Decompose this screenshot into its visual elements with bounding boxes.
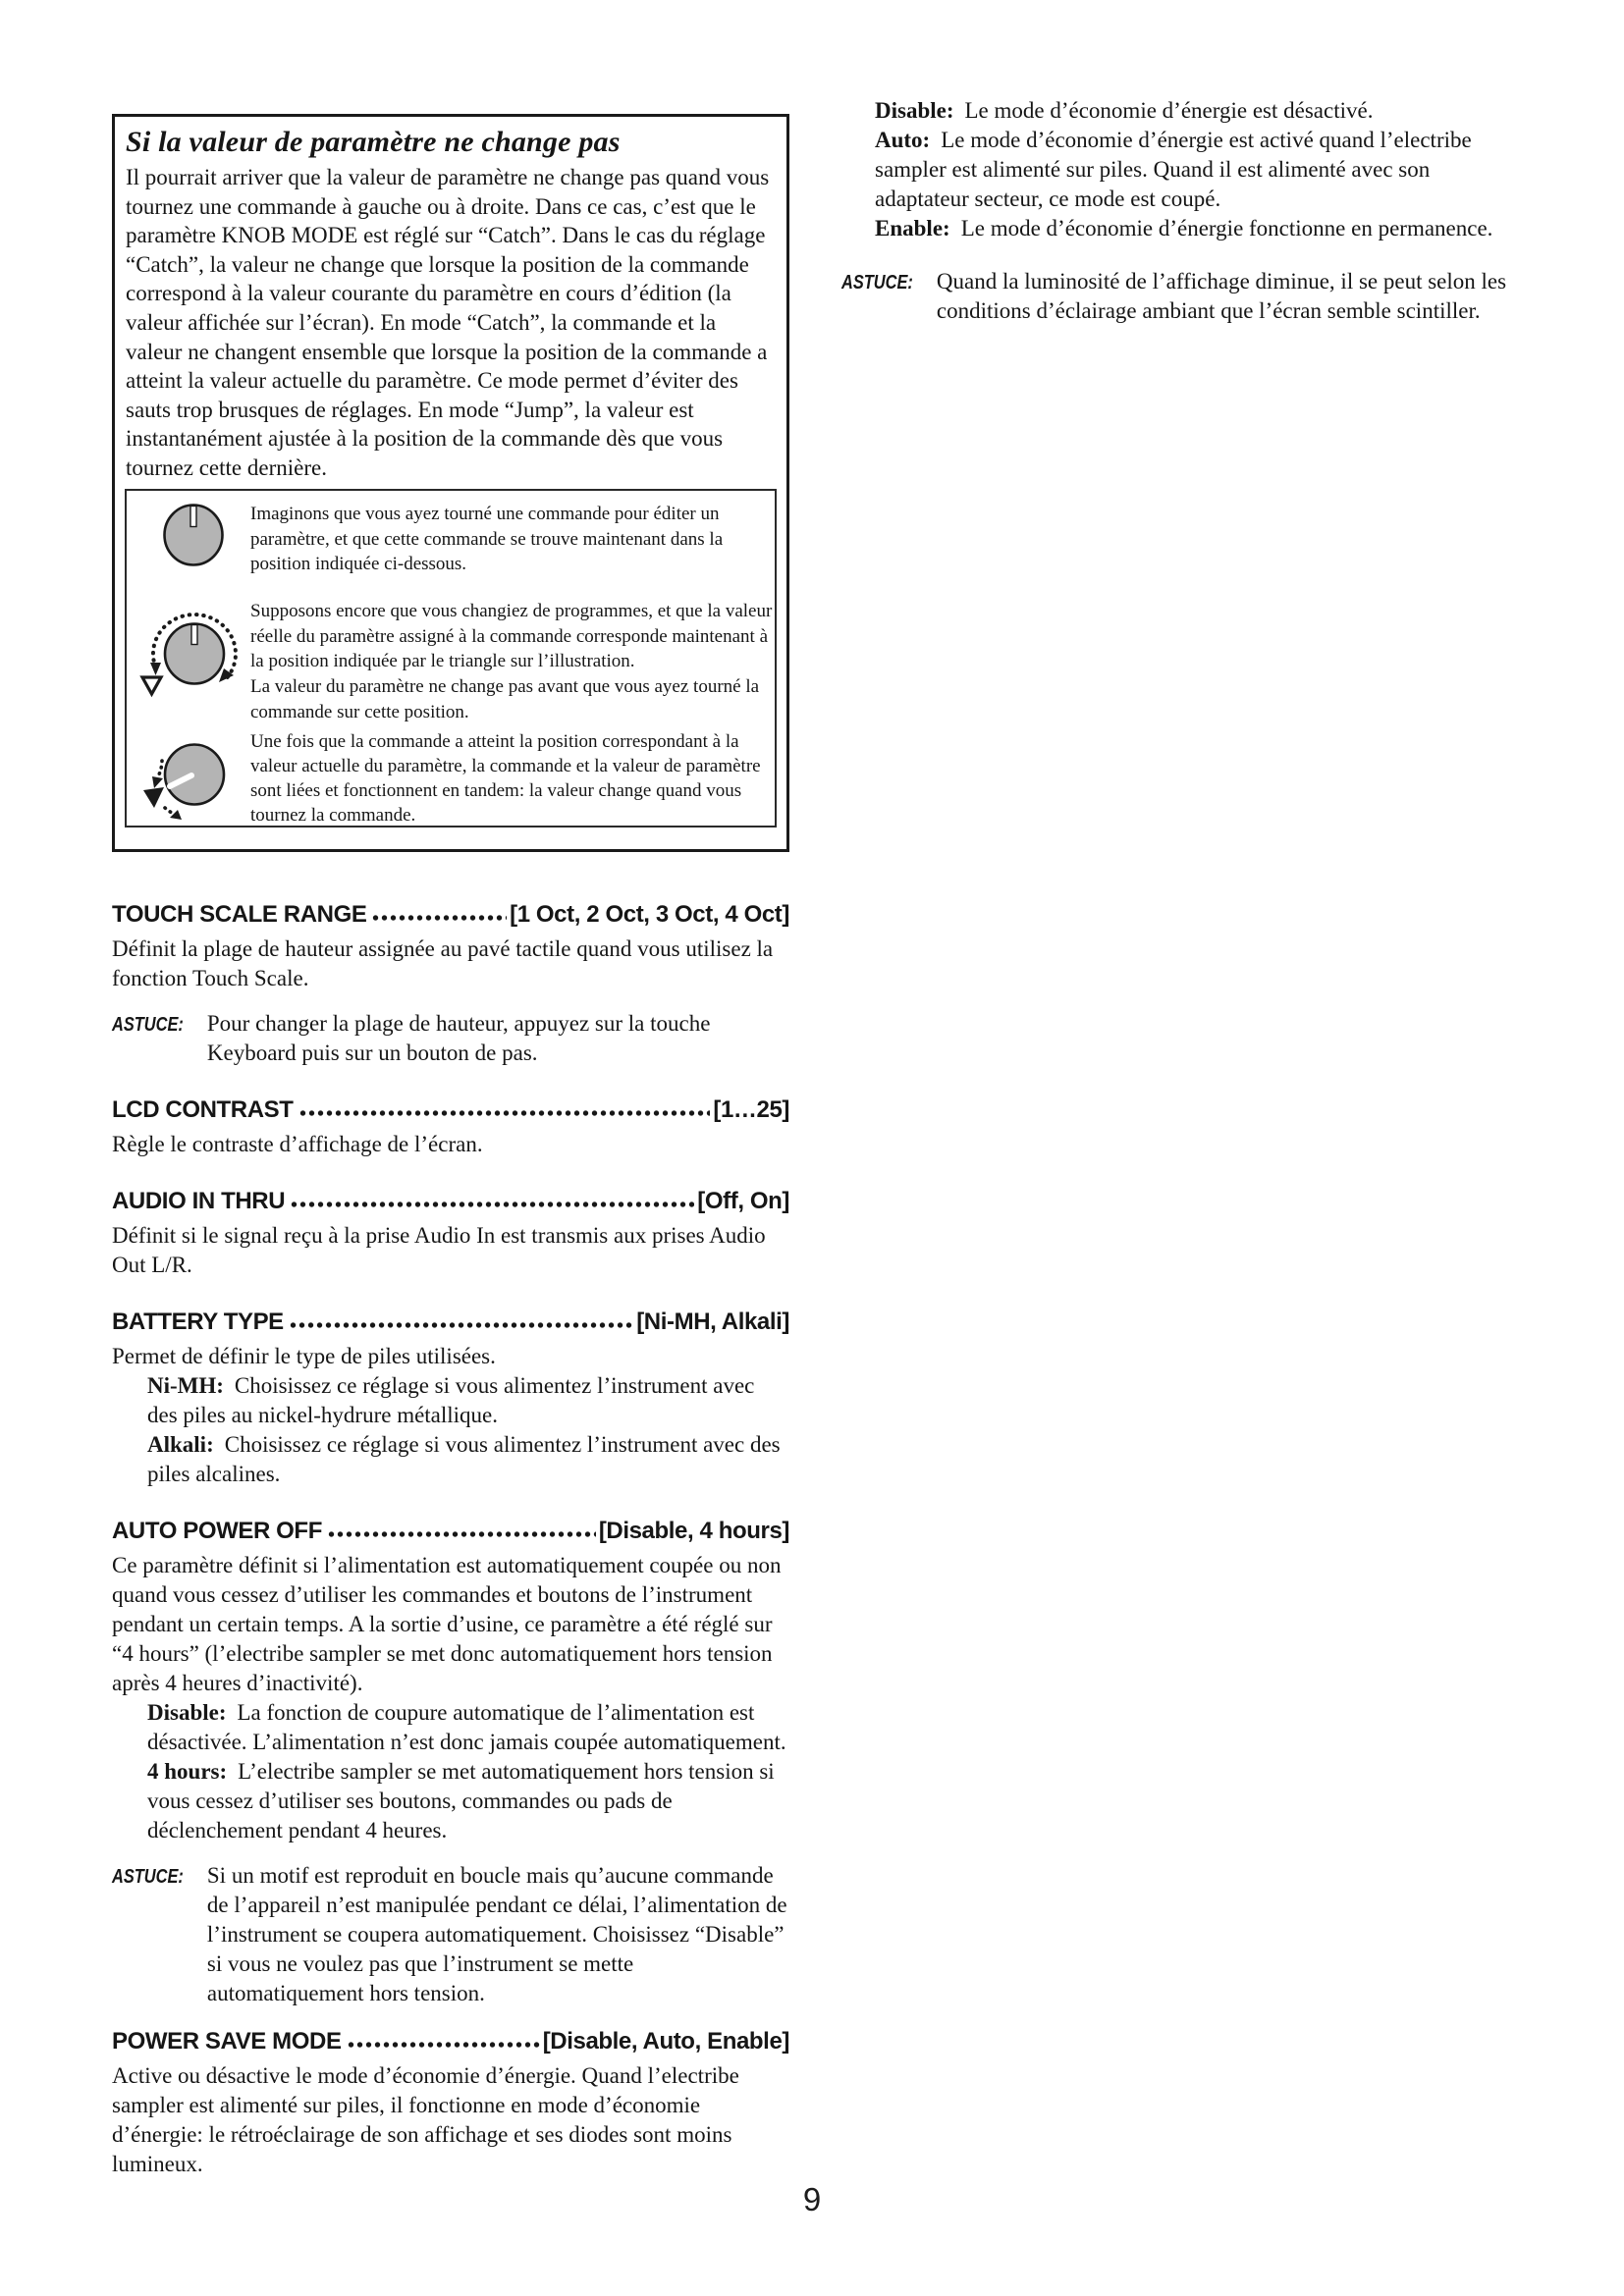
option-text: La fonction de coupure automatique de l’alimentation est désactivée. L’alimentation n’est donc jamais coupée automatiquement. <box>147 1700 786 1754</box>
right-column <box>841 96 1519 326</box>
param-description: Définit si le signal reçu à la prise Audio In est transmis aux prises Audio Out L/R. <box>112 1223 766 1277</box>
power-save-options-continued <box>875 96 1519 243</box>
param-battery-type <box>112 1307 789 1489</box>
param-heading <box>112 1095 789 1126</box>
option-entry <box>147 1698 789 1757</box>
param-name: POWER SAVE MODE <box>112 2028 342 2055</box>
tip <box>112 1861 789 2008</box>
tip-label: ASTUCE: <box>112 1866 184 1888</box>
dot-leader <box>347 2038 540 2050</box>
param-name: BATTERY TYPE <box>112 1308 284 1335</box>
param-description: Active ou désactive le mode d’économie d’énergie. Quand l’electribe sampler est alimenté sur piles, il fonctionne en mode d’économie d’énergie: le rétroéclairage de son affichage et ses diodes sont moins lumineux. <box>112 2063 739 2176</box>
param-range: [Disable, 4 hours] <box>598 1518 789 1544</box>
tip-text: Si un motif est reproduit en boucle mais qu’aucune commande de l’appareil n’est manipulée pendant ce délai, l’alimentation de l’instrument se coupera automatiquement. Choisissez “Disable” si vous ne voulez pas que l’instrument se mette automatiquement hors tension. <box>206 1863 787 2005</box>
tip-text: Pour changer la plage de hauteur, appuyez sur la touche Keyboard puis sur un bouton de pas. <box>206 1011 711 1065</box>
option-label: Disable: <box>875 98 954 123</box>
param-heading <box>112 1186 789 1217</box>
option-entry <box>147 1430 789 1489</box>
param-heading <box>112 899 789 931</box>
param-lcd-contrast <box>112 1095 789 1159</box>
page-number: 9 <box>802 2181 822 2217</box>
param-name: AUDIO IN THRU <box>112 1188 286 1214</box>
tip-label: ASTUCE: <box>841 272 913 294</box>
option-text: Choisissez ce réglage si vous alimentez l’instrument avec des piles au nickel-hydrure métallique. <box>147 1373 755 1427</box>
option-label: Ni-MH: <box>147 1373 224 1398</box>
option-entry <box>147 1757 789 1845</box>
option-label: Enable: <box>875 216 950 240</box>
note-paragraph: Il pourrait arriver que la valeur de paramètre ne change pas quand vous tournez une commande à gauche ou à droite. Dans ce cas, c’est que le paramètre KNOB MODE est réglé sur “Catch”. Dans le cas du réglage “Catch”, la valeur ne change que lorsque la position de la commande correspond à la valeur courante du paramètre en cours d’édition (la valeur affichée sur l’écran). En mode “Catch”, la commande et la valeur ne changent ensemble que lorsque la position de la commande a atteint la valeur actuelle du paramètre. Ce mode permet d’éviter des sauts trop brusques de réglages. En mode “Jump”, la valeur est instantanément ajustée à la position de la commande dès que vous tournez cette dernière. <box>126 165 770 480</box>
param-range: [1…25] <box>713 1096 789 1123</box>
left-column <box>112 114 789 2179</box>
figure-caption: La valeur du paramètre ne change pas avant que vous ayez tourné la commande sur cette position. <box>250 676 760 722</box>
figure-caption: Imaginons que vous ayez tourné une commande pour éditer un paramètre, et que cette commande se trouve maintenant dans la position indiquée ci-dessous. <box>250 504 724 574</box>
param-auto-power-off <box>112 1516 789 2008</box>
dot-leader <box>290 1198 694 1209</box>
option-label: Disable: <box>147 1700 227 1725</box>
dot-leader <box>289 1318 633 1330</box>
option-entry <box>875 96 1519 126</box>
param-heading <box>112 2026 789 2057</box>
param-range: [Ni-MH, Alkali] <box>636 1308 789 1335</box>
knob-target-triangle-icon <box>137 607 242 710</box>
option-label: Alkali: <box>147 1432 214 1457</box>
option-label: 4 hours: <box>147 1759 228 1784</box>
param-description: Définit la plage de hauteur assignée au pavé tactile quand vous utilisez la fonction Touch Scale. <box>112 936 774 990</box>
figure-caption: Une fois que la commande a atteint la position correspondant à la valeur actuelle du paramètre, la commande et la valeur de paramètre sont liées et fonctionnent en tandem: la valeur change quand vous tournez la commande. <box>250 731 761 826</box>
param-heading <box>112 1307 789 1338</box>
option-entry <box>147 1371 789 1430</box>
param-touch-scale-range <box>112 899 789 1068</box>
param-name: AUTO POWER OFF <box>112 1518 322 1544</box>
dot-leader <box>371 911 507 923</box>
param-heading <box>112 1516 789 1547</box>
param-range: [1 Oct, 2 Oct, 3 Oct, 4 Oct] <box>510 901 789 928</box>
param-options <box>147 1698 789 1845</box>
param-power-save-mode <box>112 2026 789 2179</box>
param-description: Règle le contraste d’affichage de l’écran. <box>112 1132 483 1156</box>
option-label: Auto: <box>875 128 931 152</box>
knob-mode-note-box <box>112 114 789 852</box>
param-audio-in-thru <box>112 1186 789 1280</box>
param-name: TOUCH SCALE RANGE <box>112 901 367 928</box>
tip <box>112 1009 789 1068</box>
knob-figure-box <box>125 489 777 828</box>
dot-leader <box>327 1527 596 1539</box>
dot-leader <box>298 1106 711 1118</box>
note-title: Si la valeur de paramètre ne change pas <box>126 126 621 158</box>
option-text: Le mode d’économie d’énergie est désactivé. <box>964 98 1374 123</box>
option-entry <box>875 126 1519 214</box>
tip-label: ASTUCE: <box>112 1014 184 1036</box>
option-entry <box>875 214 1519 243</box>
knob-caught-icon <box>137 727 242 830</box>
option-text: L’electribe sampler se met automatiquement hors tension si vous cessez d’utiliser ses boutons, commandes ou pads de déclenchement pendant 4 heures. <box>147 1759 775 1842</box>
param-range: [Off, On] <box>697 1188 789 1214</box>
tip-text: Quand la luminosité de l’affichage diminue, il se peut selon les conditions d’éclairage ambiant que l’écran semble scintiller. <box>936 269 1507 323</box>
param-description: Ce paramètre définit si l’alimentation est automatiquement coupée ou non quand vous cessez d’utiliser les commandes et boutons de l’instrument pendant un certain temps. A la sortie d’usine, ce paramètre a été réglé sur “4 hours” (l’electribe sampler se met donc automatiquement hors tension après 4 heures d’inactivité). <box>112 1553 782 1695</box>
param-description: Permet de définir le type de piles utilisées. <box>112 1344 496 1368</box>
param-name: LCD CONTRAST <box>112 1096 294 1123</box>
option-text: Le mode d’économie d’énergie est activé quand l’electribe sampler est alimenté sur piles. Quand il est alimenté avec son adaptateur secteur, ce mode est coupé. <box>875 128 1472 211</box>
tip <box>841 267 1519 326</box>
param-options <box>147 1371 789 1489</box>
option-text: Choisissez ce réglage si vous alimentez l’instrument avec des piles alcalines. <box>147 1432 781 1486</box>
knob-position-icon <box>162 502 225 571</box>
figure-caption: Supposons encore que vous changiez de programmes, et que la valeur réelle du paramètre assigné à la commande corresponde maintenant à la position indiquée par le triangle sur l’illustration. <box>250 601 773 671</box>
option-text: Le mode d’économie d’énergie fonctionne en permanence. <box>960 216 1493 240</box>
param-range: [Disable, Auto, Enable] <box>542 2028 789 2055</box>
